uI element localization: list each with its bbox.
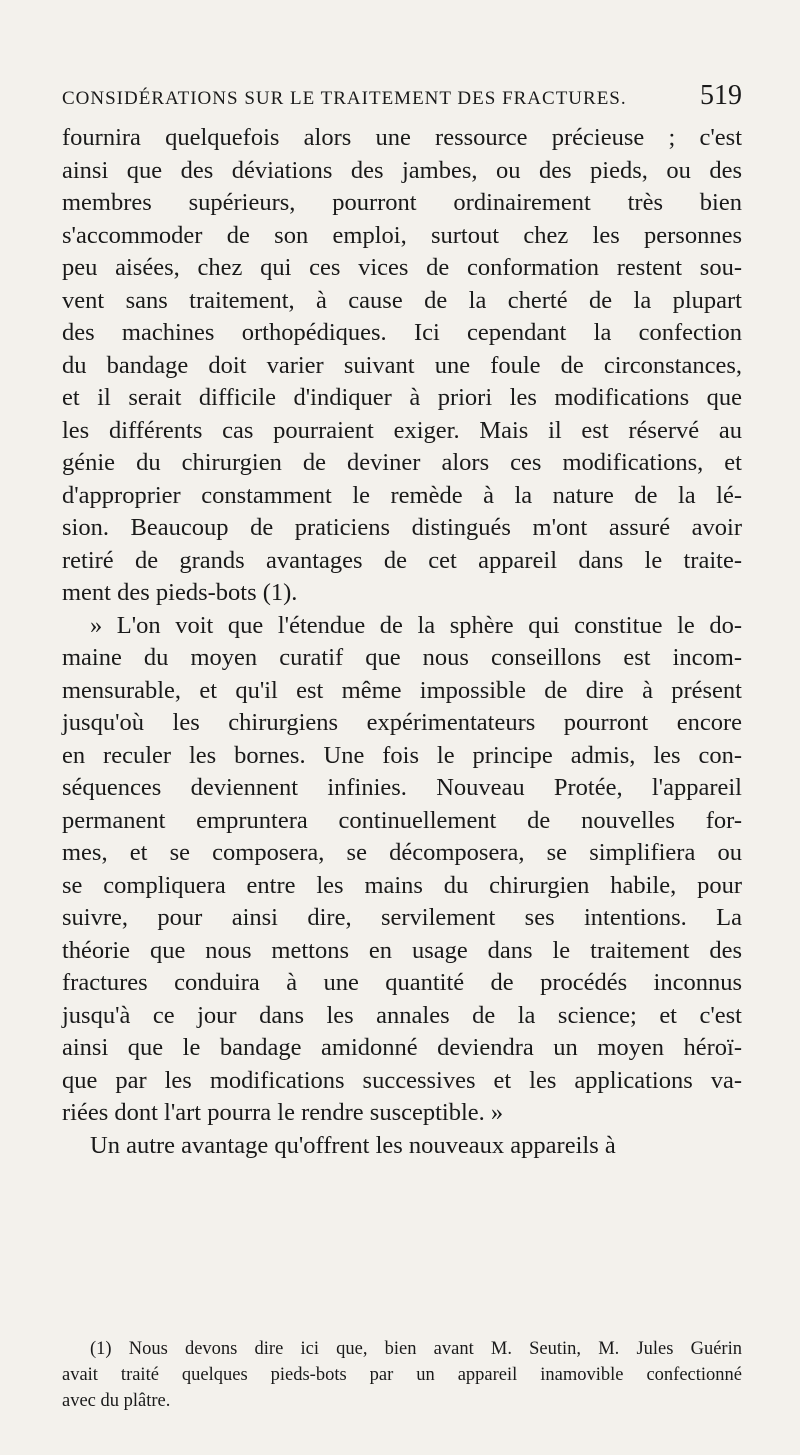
text-line: théorie que nous mettons en usage dans le traitement des [62, 936, 742, 964]
text-line: mensurable, et qu'il est même impossible de dire à présent [62, 676, 742, 704]
text-line: s'accommoder de son emploi, surtout chez les personnes [62, 221, 742, 249]
page-number: 519 [700, 80, 742, 111]
text-line: Un autre avantage qu'offrent les nouveaux appareils à [90, 1131, 616, 1159]
footnote [62, 1336, 742, 1414]
text-line: se compliquera entre les mains du chirurgien habile, pour [62, 871, 742, 899]
text-line: génie du chirurgien de deviner alors ces modifications, et [62, 449, 742, 476]
text-line: mes, et se composera, se décomposera, se simplifiera ou [62, 839, 742, 866]
text-line: les différents cas pourraient exiger. Mais il est réservé au [62, 416, 742, 444]
text-line: jusqu'où les chirurgiens expérimentateurs pourront encore [62, 709, 742, 736]
body-text [62, 122, 742, 1162]
footnote-line: avait traité quelques pieds-bots par un appareil inamovible confectionné [62, 1365, 742, 1385]
text-line: suivre, pour ainsi dire, servilement ses intentions. La [62, 904, 742, 931]
text-line: ment des pieds-bots (1). [62, 579, 298, 606]
text-line: maine du moyen curatif que nous conseillons est incom- [62, 644, 742, 671]
text-line: membres supérieurs, pourront ordinairement très bien [62, 189, 742, 216]
text-line: séquences deviennent infinies. Nouveau Protée, l'appareil [62, 774, 742, 801]
text-line: peu aisées, chez qui ces vices de conformation restent sou- [62, 254, 742, 281]
text-line: du bandage doit varier suivant une foule de circonstances, [62, 351, 742, 379]
text-line: ainsi que le bandage amidonné deviendra un moyen héroï- [62, 1034, 742, 1061]
text-line: » L'on voit que l'étendue de la sphère qui constitue le do- [90, 611, 742, 639]
text-line: permanent empruntera continuellement de nouvelles for- [62, 806, 742, 834]
text-line: et il serait difficile d'indiquer à priori les modifications que [62, 384, 742, 411]
text-line: en reculer les bornes. Une fois le principe admis, les con- [62, 741, 742, 769]
text-line: retiré de grands avantages de cet appareil dans le traite- [62, 546, 742, 574]
text-line: sion. Beaucoup de praticiens distingués m'ont assuré avoir [62, 514, 742, 541]
text-line: riées dont l'art pourra le rendre susceptible. » [62, 1099, 504, 1126]
text-line: que par les modifications successives et les applications va- [62, 1066, 742, 1094]
text-line: vent sans traitement, à cause de la cherté de la plupart [62, 286, 742, 314]
footnote-line: (1) Nous devons dire ici que, bien avant M. Seutin, M. Jules Guérin [90, 1339, 742, 1359]
footnote-line: avec du plâtre. [62, 1391, 171, 1411]
text-line: des machines orthopédiques. Ici cependant la confection [62, 319, 742, 346]
running-head [62, 78, 742, 118]
text-line: ainsi que des déviations des jambes, ou des pieds, ou des [62, 156, 742, 184]
text-line: jusqu'à ce jour dans les annales de la science; et c'est [62, 1001, 742, 1029]
text-line: d'approprier constamment le remède à la nature de la lé- [62, 481, 742, 509]
text-line: fournira quelquefois alors une ressource précieuse ; c'est [62, 124, 742, 151]
text-line: fractures conduira à une quantité de procédés inconnus [62, 969, 742, 996]
running-title: CONSIDÉRATIONS SUR LE TRAITEMENT DES FRACTURES. [62, 88, 627, 109]
